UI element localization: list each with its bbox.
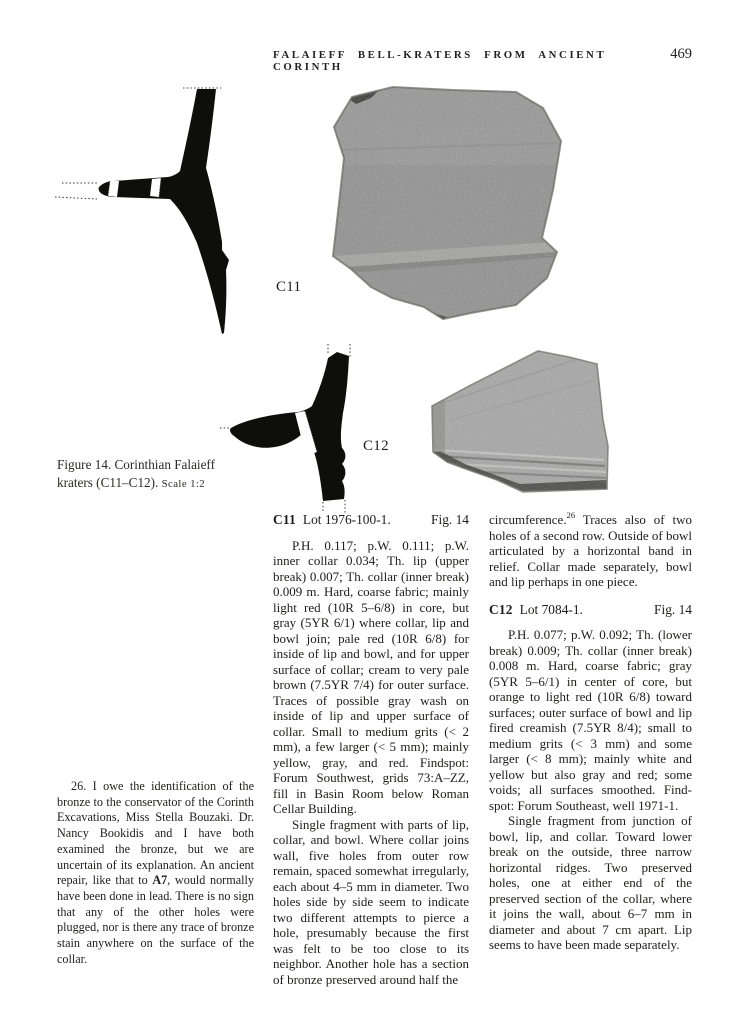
c11-cont-post: Traces also of two holes of a second row. Outside of bowl articulated by a horizontal band in relief. Collar made separately, bowl and lip perhaps in one piece. bbox=[489, 512, 692, 589]
text-column-left bbox=[273, 512, 469, 987]
c11-cont-pre: circumference. bbox=[489, 512, 567, 527]
c12-photo bbox=[420, 340, 620, 505]
running-head bbox=[273, 46, 692, 73]
footnote-26 bbox=[57, 779, 254, 967]
figure-label-c11: C11 bbox=[276, 279, 302, 295]
c11-photo-grain bbox=[325, 80, 570, 330]
c11-description-para: P.H. 0.117; p.W. 0.111; p.W. inner collar 0.034; Th. lip (upper break) 0.007; Th. collar (inner break) 0.009 m. Hard, coarse fabric; mainly light red (10R 5–6/8) in core, but gray (5YR 6/1) where collar, lip and bowl join; pale red (10R 6/8) for inside of lip and bowl, and for upper surface of collar; cream to very pale brown (7.5YR 7/4) for outer surface. Traces of possible gray wash on inside of lip and upper surface of collar. Small to medium grits (< 2 mm), a few larger (< 5 mm); mainly yellow, gray, and red. Findspot: Forum Southwest, grids 73:A–ZZ, fill in Basin Room below Roman Cellar Building. bbox=[273, 537, 469, 816]
c11-profile-drawing bbox=[55, 88, 229, 334]
figure-caption-line2-text: kraters (C11–C12). bbox=[57, 474, 159, 490]
text-column-right bbox=[489, 512, 692, 953]
figure-label-c12: C12 bbox=[363, 438, 389, 454]
footnote-text bbox=[57, 779, 254, 967]
c11-photo bbox=[325, 80, 570, 330]
entry-lot-c11: Lot 1976-100-1. bbox=[302, 512, 391, 527]
entry-lot-c12: Lot 7084-1. bbox=[519, 601, 583, 617]
footnote-ref-26: 26 bbox=[566, 510, 576, 520]
footnote-number: 26. bbox=[71, 779, 87, 793]
figure-caption bbox=[57, 456, 282, 493]
entry-heading-c12 bbox=[489, 602, 692, 618]
entry-id-c11: C11 bbox=[273, 512, 296, 527]
c11-discussion-para: Single fragment with parts of lip, collar, and bowl. Where collar joins wall, five holes from outer row remain, spaced somewhat irregularly, each about 4–5 mm in diameter. Two holes side by side seem to indicate two different attempts to pierce a hole, presumably because the first was felt to be too close to its neighbor. Another hole has a section of bronze preserved around half the bbox=[273, 816, 469, 987]
footnote-body-pre: I owe the identification of the bronze to the conservator of the Corinth Excavations, Miss Stella Bouzaki. Dr. Nancy Bookidis and I have both examined the bronze, but we are uncertain of its explanation. An ancient repair, like that to bbox=[57, 779, 254, 888]
page-number: 469 bbox=[670, 46, 692, 62]
c12-description-para: P.H. 0.077; p.W. 0.092; Th. (lower break) 0.009; Th. collar (inner break) 0.008 m. Hard, coarse fabric; gray (5YR 5–6/1) in center of core, but orange to light red (10R 6/8) toward surfaces; outer surface of bowl and lip fired creamish (7.5YR 8/4); small to medium grits (< 3 mm) and some larger (< 8 mm); mainly white and yellow but also gray and red; some voids; all surfaces smoothed. Find-spot: Forum Southeast, well 1971-1. bbox=[489, 627, 692, 813]
c12-photo-grain bbox=[420, 340, 620, 505]
c12-discussion-para: Single fragment from junction of bowl, lip, and collar. Toward lower break on the outside, three narrow horizontal ridges. Two preserved holes, one at either end of the preserved section of the collar, where it joins the wall, about 6–7 mm in diameter and about 7 cm apart. Lip seems to have been made separately. bbox=[489, 813, 692, 952]
c11-guide-line-tip-lower bbox=[55, 197, 97, 199]
figure-caption-line2 bbox=[57, 474, 282, 494]
entry-heading-c12-left bbox=[489, 602, 583, 618]
entry-figref-c11: Fig. 14 bbox=[431, 512, 469, 527]
footnote-catalog-ref: A7 bbox=[152, 873, 168, 888]
c11-profile-path bbox=[99, 89, 229, 334]
entry-figref-c12: Fig. 14 bbox=[654, 601, 692, 617]
c11-discussion-continued bbox=[489, 512, 692, 590]
entry-heading-c11 bbox=[273, 512, 469, 528]
running-head-title: FALAIEFF BELL-KRATERS FROM ANCIENT CORINTH bbox=[273, 49, 607, 73]
entry-heading-c11-left bbox=[273, 512, 391, 528]
footnote-body-post: , would normally have been done in lead. There is no sign that any of the other holes were plugged, nor is there any trace of bronze stain anywhere on the surface of the collar. bbox=[57, 873, 254, 966]
figure-caption-line1: Figure 14. Corinthian Falaieff bbox=[57, 457, 215, 472]
entry-id-c12: C12 bbox=[489, 601, 513, 617]
figure-caption-scale: Scale 1:2 bbox=[161, 477, 206, 490]
